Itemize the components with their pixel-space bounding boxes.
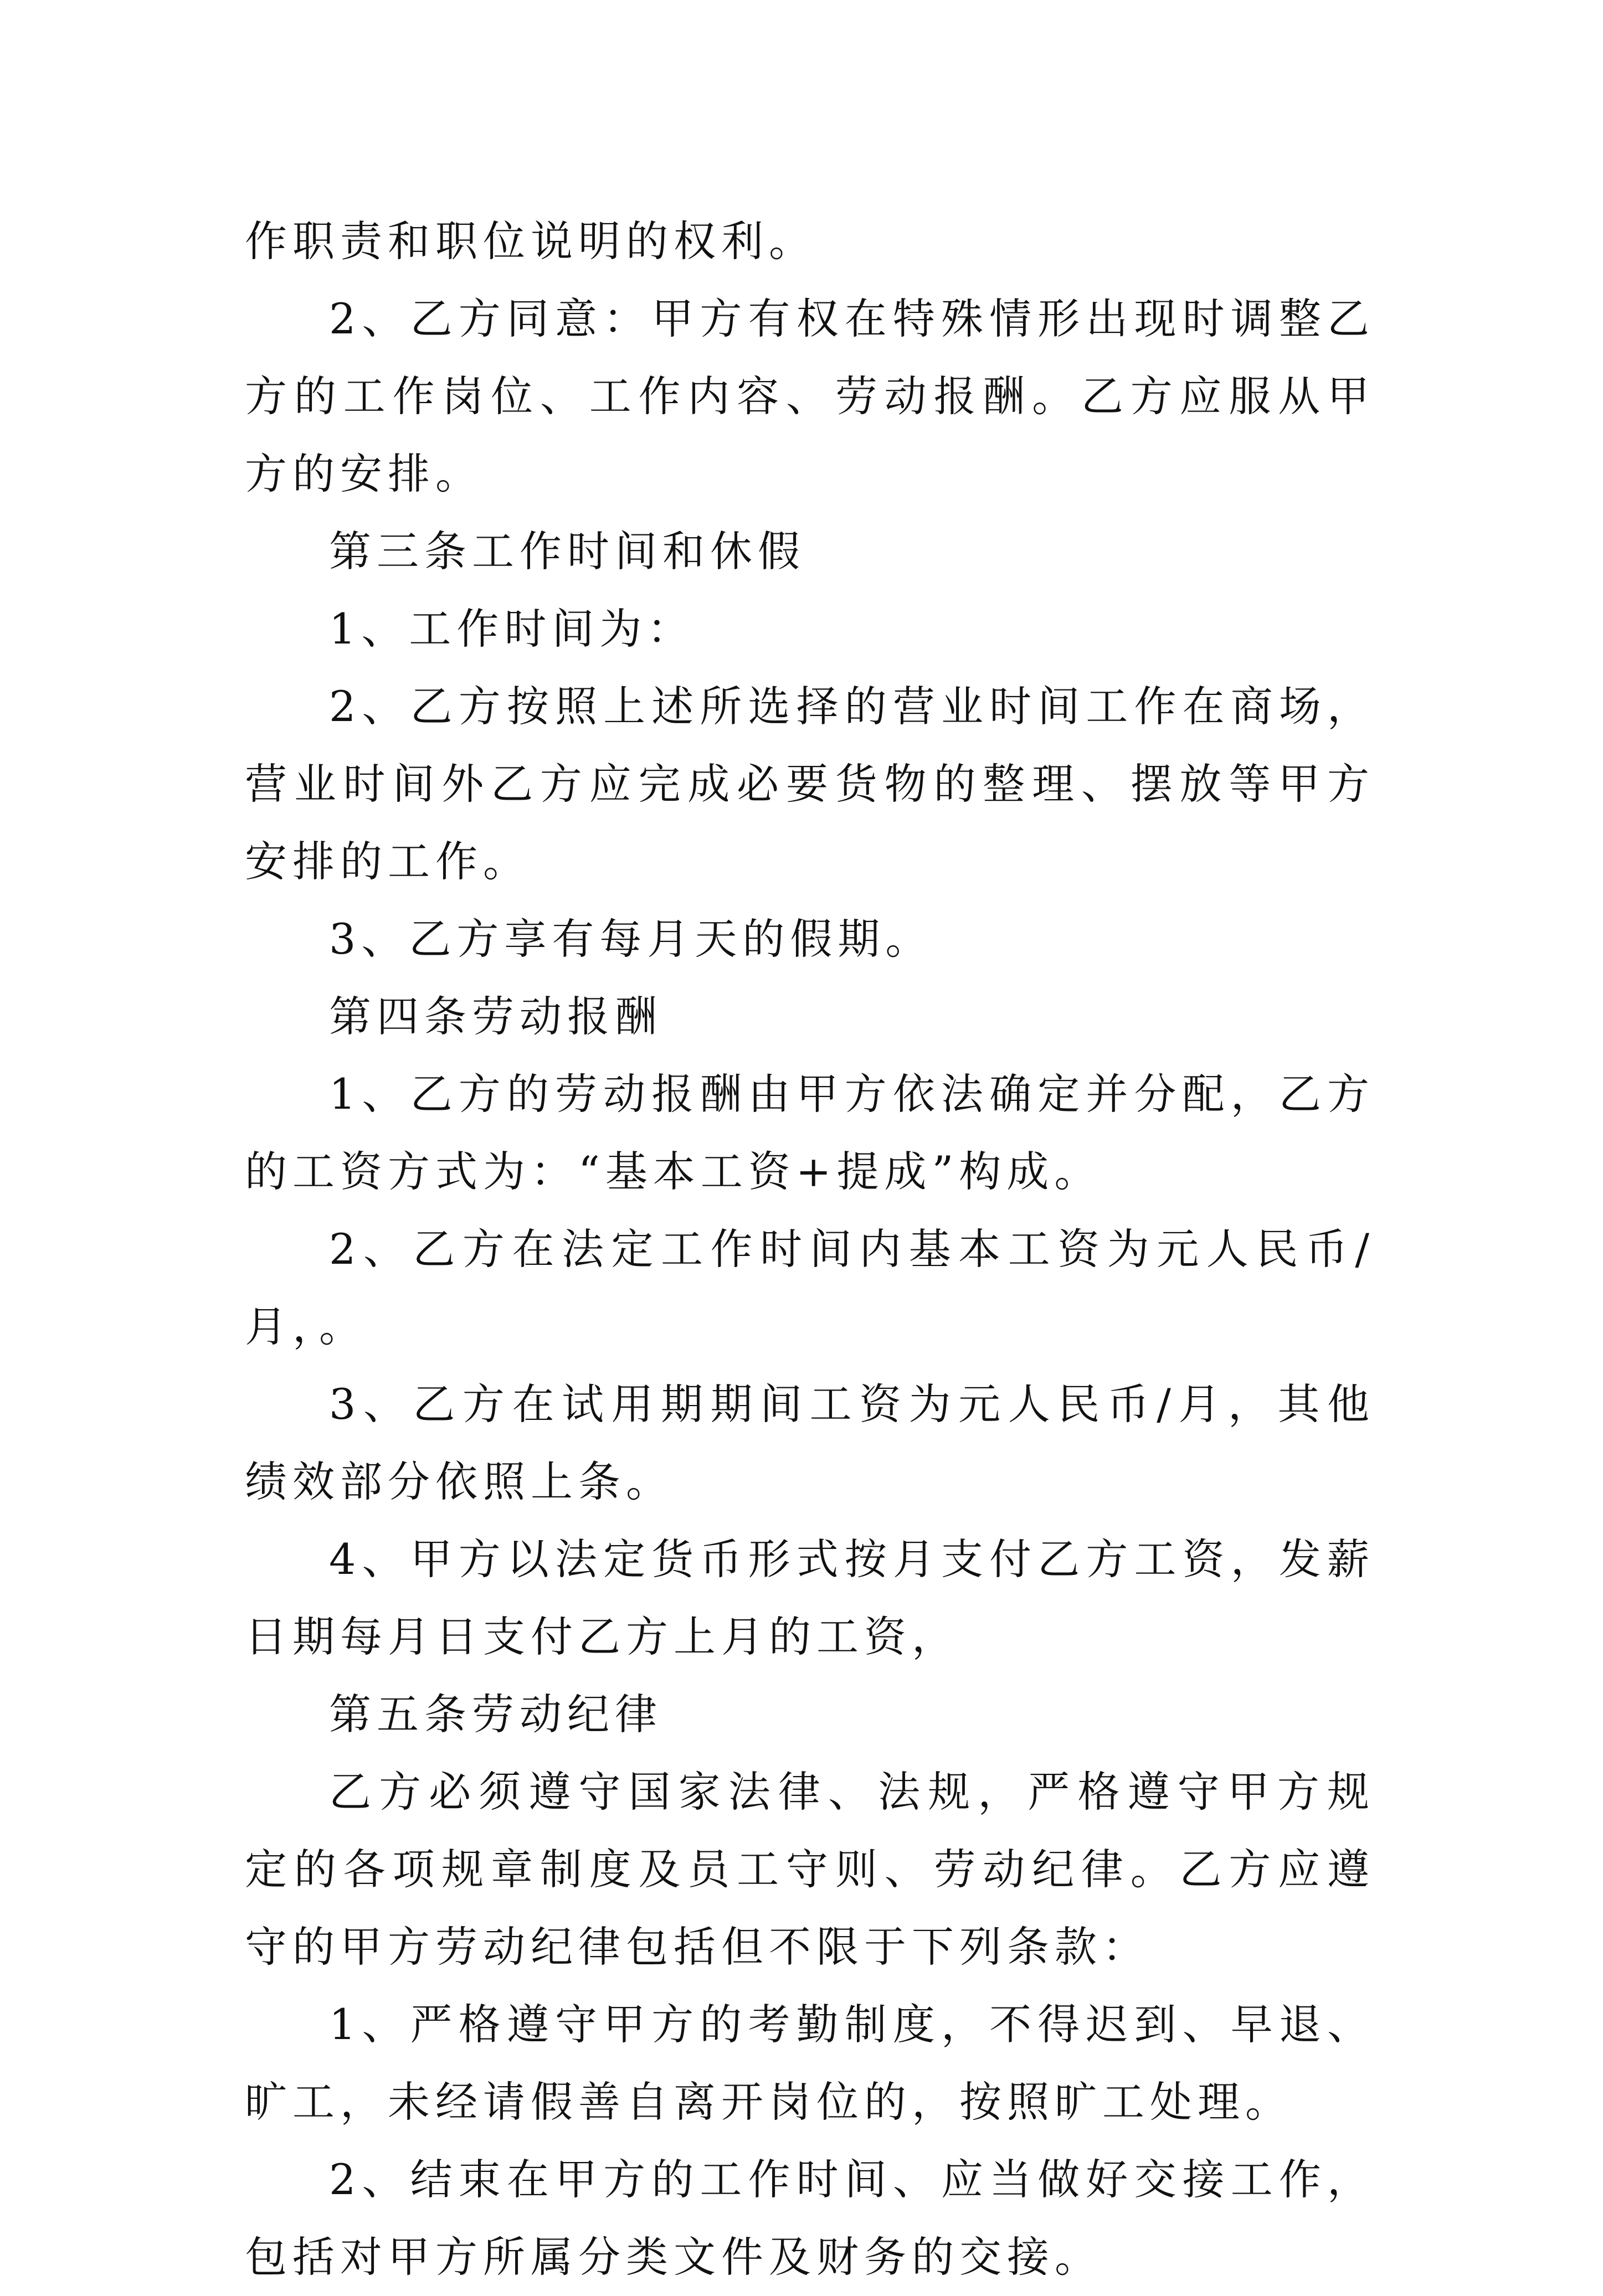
paragraph-work-time: 1、工作时间为： [329, 604, 695, 653]
paragraph-continuation: 作职责和职位说明的权利。 [245, 217, 816, 266]
section-heading-article-3: 第三条工作时间和休假 [329, 527, 805, 576]
paragraph-clause-2-adjustment: 2、乙方同意：甲方有权在特殊情形出现时调整乙方的工作岗位、工作内容、劳动报酬。乙方应服从甲方的安排。 [245, 294, 1375, 498]
paragraph-discipline-intro: 乙方必须遵守国家法律、法规，严格遵守甲方规定的各项规章制度及员工守则、劳动纪律。乙方应遵守的甲方劳动纪律包括但不限于下列条款： [245, 1767, 1375, 1971]
paragraph-pay-date: 4、甲方以法定货币形式按月支付乙方工资，发薪日期每月日支付乙方上月的工资， [245, 1535, 1375, 1661]
paragraph-business-hours: 2、乙方按照上述所选择的营业时间工作在商场，营业时间外乙方应完成必要货物的整理、摆放等甲方安排的工作。 [245, 682, 1375, 886]
document-body [245, 203, 1375, 2296]
paragraph-holidays: 3、乙方享有每月天的假期。 [329, 914, 933, 964]
section-heading-article-5: 第五条劳动纪律 [329, 1690, 662, 1739]
paragraph-salary-structure: 1、乙方的劳动报酬由甲方依法确定并分配，乙方的工资方式为：“基本工资+提成”构成。 [245, 1069, 1375, 1196]
paragraph-probation-salary: 3、乙方在试用期期间工资为元人民币/月，其他绩效部分依照上条。 [245, 1379, 1375, 1506]
section-heading-article-4: 第四条劳动报酬 [329, 992, 662, 1041]
paragraph-attendance: 1、严格遵守甲方的考勤制度，不得迟到、早退、旷工，未经请假善自离开岗位的，按照旷工处理。 [245, 2000, 1375, 2127]
paragraph-base-salary: 2、乙方在法定工作时间内基本工资为元人民币/月，。 [245, 1224, 1375, 1351]
paragraph-handover: 2、结束在甲方的工作时间、应当做好交接工作，包括对甲方所属分类文件及财务的交接。 [245, 2155, 1375, 2282]
